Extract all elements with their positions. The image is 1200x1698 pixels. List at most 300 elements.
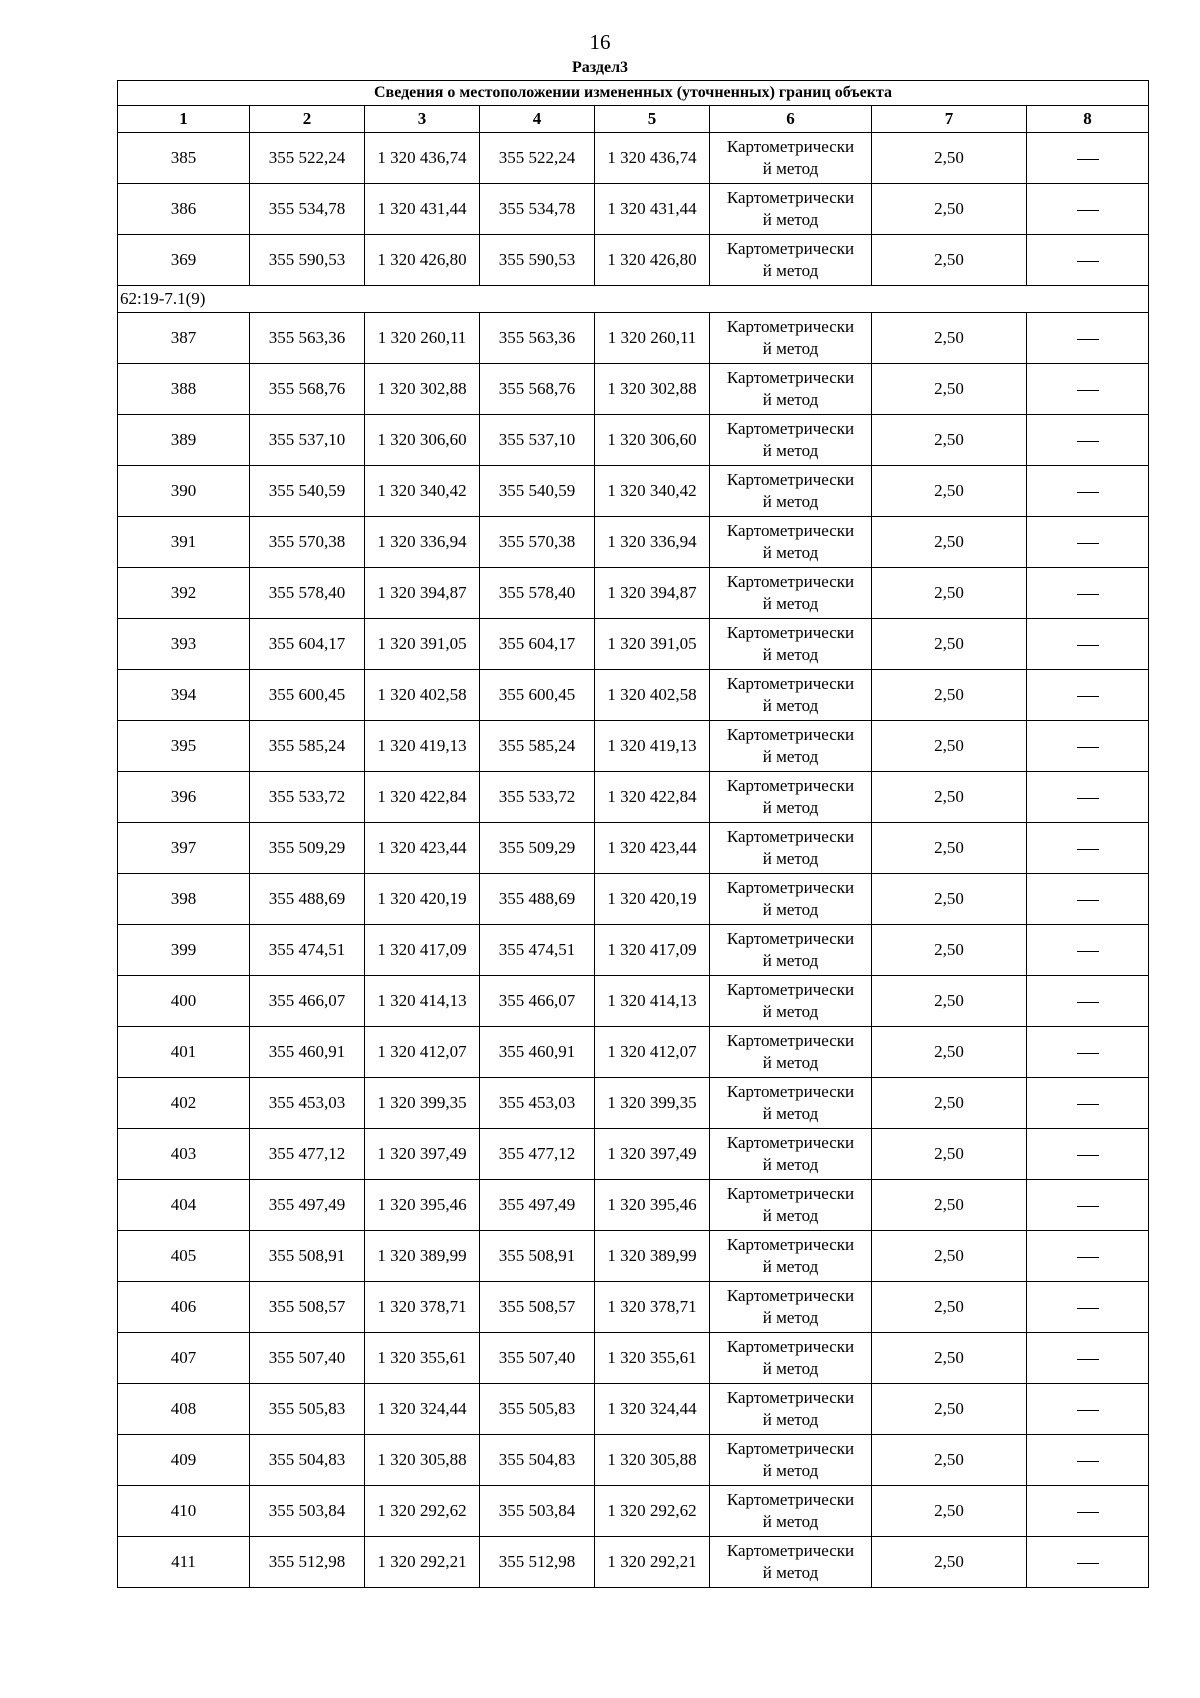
y-existing-cell: 1 320 395,46: [365, 1180, 480, 1231]
dash-mark: [1077, 645, 1099, 646]
point-number-cell: 396: [118, 772, 250, 823]
dash-mark: [1077, 849, 1099, 850]
accuracy-cell: 2,50: [872, 772, 1027, 823]
method-text-line1: Картометрически: [726, 470, 855, 489]
y-new-cell: 1 320 414,13: [595, 976, 710, 1027]
method-text-line1: Картометрически: [726, 827, 855, 846]
dash-mark: [1077, 747, 1099, 748]
y-new-cell: 1 320 419,13: [595, 721, 710, 772]
point-number-cell: 387: [118, 313, 250, 364]
accuracy-cell: 2,50: [872, 235, 1027, 286]
method-text-line1: Картометрически: [726, 188, 855, 207]
dash-mark: [1077, 1410, 1099, 1411]
point-number-cell: 411: [118, 1537, 250, 1588]
coordinates-table: [117, 80, 1149, 1588]
description-cell: [1027, 235, 1149, 286]
table-body: [118, 133, 1149, 1588]
method-cell: [710, 1537, 872, 1588]
accuracy-cell: 2,50: [872, 925, 1027, 976]
method-cell: [710, 313, 872, 364]
dash-mark: [1077, 1563, 1099, 1564]
point-number-cell: 390: [118, 466, 250, 517]
method-cell: [710, 1231, 872, 1282]
y-existing-cell: 1 320 324,44: [365, 1384, 480, 1435]
point-number-cell: 389: [118, 415, 250, 466]
method-cell: [710, 517, 872, 568]
accuracy-cell: 2,50: [872, 670, 1027, 721]
method-cell: [710, 670, 872, 721]
method-text-line1: Картометрически: [726, 1439, 855, 1458]
point-number-cell: 408: [118, 1384, 250, 1435]
method-text-line2: й метод: [762, 543, 819, 562]
accuracy-cell: 2,50: [872, 568, 1027, 619]
description-cell: [1027, 133, 1149, 184]
dash-mark: [1077, 900, 1099, 901]
method-cell: [710, 1435, 872, 1486]
accuracy-cell: 2,50: [872, 133, 1027, 184]
y-new-cell: 1 320 397,49: [595, 1129, 710, 1180]
description-cell: [1027, 1486, 1149, 1537]
method-cell: [710, 1180, 872, 1231]
method-text-line1: Картометрически: [726, 878, 855, 897]
method-cell: [710, 925, 872, 976]
method-text-line1: Картометрически: [726, 1388, 855, 1407]
y-new-cell: 1 320 412,07: [595, 1027, 710, 1078]
y-new-cell: 1 320 324,44: [595, 1384, 710, 1435]
method-text-line2: й метод: [762, 1104, 819, 1123]
table-row: [118, 1282, 1149, 1333]
point-number-cell: 393: [118, 619, 250, 670]
column-header: 5: [595, 106, 710, 133]
x-existing-cell: 355 505,83: [250, 1384, 365, 1435]
description-cell: [1027, 1180, 1149, 1231]
description-cell: [1027, 1282, 1149, 1333]
y-new-cell: 1 320 436,74: [595, 133, 710, 184]
accuracy-cell: 2,50: [872, 517, 1027, 568]
table-row: [118, 235, 1149, 286]
method-text-line2: й метод: [762, 1410, 819, 1429]
x-new-cell: 355 453,03: [480, 1078, 595, 1129]
table-row: [118, 364, 1149, 415]
method-text-line1: Картометрически: [726, 317, 855, 336]
y-new-cell: 1 320 422,84: [595, 772, 710, 823]
method-text-line1: Картометрически: [726, 1133, 855, 1152]
method-text-line2: й метод: [762, 645, 819, 664]
point-number-cell: 410: [118, 1486, 250, 1537]
y-existing-cell: 1 320 292,62: [365, 1486, 480, 1537]
method-text-line2: й метод: [762, 159, 819, 178]
x-existing-cell: 355 509,29: [250, 823, 365, 874]
x-existing-cell: 355 504,83: [250, 1435, 365, 1486]
y-new-cell: 1 320 394,87: [595, 568, 710, 619]
point-number-cell: 400: [118, 976, 250, 1027]
x-existing-cell: 355 540,59: [250, 466, 365, 517]
accuracy-cell: 2,50: [872, 364, 1027, 415]
dash-mark: [1077, 441, 1099, 442]
table-row: [118, 721, 1149, 772]
x-existing-cell: 355 563,36: [250, 313, 365, 364]
dash-mark: [1077, 1053, 1099, 1054]
dash-mark: [1077, 1155, 1099, 1156]
description-cell: [1027, 184, 1149, 235]
accuracy-cell: 2,50: [872, 1486, 1027, 1537]
point-number-cell: 369: [118, 235, 250, 286]
x-new-cell: 355 503,84: [480, 1486, 595, 1537]
dash-mark: [1077, 1308, 1099, 1309]
x-existing-cell: 355 466,07: [250, 976, 365, 1027]
x-new-cell: 355 507,40: [480, 1333, 595, 1384]
dash-mark: [1077, 339, 1099, 340]
accuracy-cell: 2,50: [872, 1282, 1027, 1333]
method-text-line2: й метод: [762, 1206, 819, 1225]
x-existing-cell: 355 570,38: [250, 517, 365, 568]
x-new-cell: 355 590,53: [480, 235, 595, 286]
point-number-cell: 391: [118, 517, 250, 568]
x-new-cell: 355 477,12: [480, 1129, 595, 1180]
x-existing-cell: 355 477,12: [250, 1129, 365, 1180]
x-new-cell: 355 563,36: [480, 313, 595, 364]
x-new-cell: 355 534,78: [480, 184, 595, 235]
dash-mark: [1077, 1359, 1099, 1360]
x-new-cell: 355 570,38: [480, 517, 595, 568]
y-existing-cell: 1 320 302,88: [365, 364, 480, 415]
method-text-line2: й метод: [762, 747, 819, 766]
description-cell: [1027, 925, 1149, 976]
dash-mark: [1077, 951, 1099, 952]
y-existing-cell: 1 320 305,88: [365, 1435, 480, 1486]
table-row: [118, 1129, 1149, 1180]
y-new-cell: 1 320 260,11: [595, 313, 710, 364]
dash-mark: [1077, 1257, 1099, 1258]
method-text-line2: й метод: [762, 210, 819, 229]
table-row: [118, 1333, 1149, 1384]
method-text-line1: Картометрически: [726, 1490, 855, 1509]
method-cell: [710, 619, 872, 670]
table-row: [118, 823, 1149, 874]
column-header: 6: [710, 106, 872, 133]
description-cell: [1027, 1078, 1149, 1129]
point-number-cell: 403: [118, 1129, 250, 1180]
x-existing-cell: 355 578,40: [250, 568, 365, 619]
description-cell: [1027, 568, 1149, 619]
accuracy-cell: 2,50: [872, 1333, 1027, 1384]
method-cell: [710, 466, 872, 517]
table-row: [118, 1435, 1149, 1486]
x-new-cell: 355 585,24: [480, 721, 595, 772]
accuracy-cell: 2,50: [872, 313, 1027, 364]
dash-mark: [1077, 594, 1099, 595]
table-row: [118, 133, 1149, 184]
x-existing-cell: 355 537,10: [250, 415, 365, 466]
y-existing-cell: 1 320 306,60: [365, 415, 480, 466]
y-existing-cell: 1 320 419,13: [365, 721, 480, 772]
accuracy-cell: 2,50: [872, 976, 1027, 1027]
dash-mark: [1077, 159, 1099, 160]
accuracy-cell: 2,50: [872, 1537, 1027, 1588]
x-new-cell: 355 488,69: [480, 874, 595, 925]
method-cell: [710, 235, 872, 286]
method-text-line2: й метод: [762, 594, 819, 613]
method-cell: [710, 721, 872, 772]
point-number-cell: 406: [118, 1282, 250, 1333]
method-cell: [710, 1078, 872, 1129]
column-number-row: [118, 106, 1149, 133]
method-text-line2: й метод: [762, 951, 819, 970]
method-text-line2: й метод: [762, 696, 819, 715]
description-cell: [1027, 517, 1149, 568]
x-existing-cell: 355 453,03: [250, 1078, 365, 1129]
y-new-cell: 1 320 305,88: [595, 1435, 710, 1486]
y-existing-cell: 1 320 355,61: [365, 1333, 480, 1384]
y-new-cell: 1 320 378,71: [595, 1282, 710, 1333]
y-existing-cell: 1 320 423,44: [365, 823, 480, 874]
point-number-cell: 395: [118, 721, 250, 772]
table-caption: Сведения о местоположении измененных (уточненных) границ объекта: [118, 81, 1149, 106]
y-existing-cell: 1 320 397,49: [365, 1129, 480, 1180]
x-existing-cell: 355 474,51: [250, 925, 365, 976]
description-cell: [1027, 466, 1149, 517]
y-new-cell: 1 320 355,61: [595, 1333, 710, 1384]
x-new-cell: 355 497,49: [480, 1180, 595, 1231]
point-number-cell: 386: [118, 184, 250, 235]
method-text-line2: й метод: [762, 492, 819, 511]
y-existing-cell: 1 320 431,44: [365, 184, 480, 235]
y-existing-cell: 1 320 436,74: [365, 133, 480, 184]
accuracy-cell: 2,50: [872, 1435, 1027, 1486]
x-new-cell: 355 540,59: [480, 466, 595, 517]
method-text-line1: Картометрически: [726, 419, 855, 438]
y-new-cell: 1 320 292,21: [595, 1537, 710, 1588]
y-existing-cell: 1 320 399,35: [365, 1078, 480, 1129]
y-existing-cell: 1 320 420,19: [365, 874, 480, 925]
method-text-line1: Картометрически: [726, 776, 855, 795]
description-cell: [1027, 1384, 1149, 1435]
x-new-cell: 355 460,91: [480, 1027, 595, 1078]
point-number-cell: 407: [118, 1333, 250, 1384]
x-new-cell: 355 600,45: [480, 670, 595, 721]
dash-mark: [1077, 1206, 1099, 1207]
y-new-cell: 1 320 431,44: [595, 184, 710, 235]
y-existing-cell: 1 320 292,21: [365, 1537, 480, 1588]
x-new-cell: 355 568,76: [480, 364, 595, 415]
x-existing-cell: 355 508,91: [250, 1231, 365, 1282]
column-header: 3: [365, 106, 480, 133]
method-text-line2: й метод: [762, 1359, 819, 1378]
x-existing-cell: 355 460,91: [250, 1027, 365, 1078]
table-row: [118, 466, 1149, 517]
method-text-line2: й метод: [762, 849, 819, 868]
method-text-line1: Картометрически: [726, 1031, 855, 1050]
x-new-cell: 355 505,83: [480, 1384, 595, 1435]
y-new-cell: 1 320 302,88: [595, 364, 710, 415]
accuracy-cell: 2,50: [872, 415, 1027, 466]
point-number-cell: 388: [118, 364, 250, 415]
y-existing-cell: 1 320 417,09: [365, 925, 480, 976]
method-text-line1: Картометрически: [726, 1541, 855, 1560]
table-row: [118, 772, 1149, 823]
method-text-line2: й метод: [762, 1512, 819, 1531]
point-number-cell: 392: [118, 568, 250, 619]
table-row: [118, 1384, 1149, 1435]
x-existing-cell: 355 534,78: [250, 184, 365, 235]
y-new-cell: 1 320 340,42: [595, 466, 710, 517]
description-cell: [1027, 313, 1149, 364]
method-text-line2: й метод: [762, 1563, 819, 1582]
accuracy-cell: 2,50: [872, 619, 1027, 670]
method-text-line1: Картометрически: [726, 368, 855, 387]
method-cell: [710, 415, 872, 466]
x-existing-cell: 355 600,45: [250, 670, 365, 721]
method-text-line1: Картометрически: [726, 725, 855, 744]
y-existing-cell: 1 320 389,99: [365, 1231, 480, 1282]
point-number-cell: 398: [118, 874, 250, 925]
dash-mark: [1077, 1002, 1099, 1003]
section-title: Раздел3: [571, 59, 629, 76]
method-text-line2: й метод: [762, 390, 819, 409]
method-cell: [710, 133, 872, 184]
x-existing-cell: 355 503,84: [250, 1486, 365, 1537]
table-row: [118, 1231, 1149, 1282]
method-text-line2: й метод: [762, 339, 819, 358]
method-text-line1: Картометрически: [726, 1082, 855, 1101]
point-number-cell: 409: [118, 1435, 250, 1486]
group-row: [118, 286, 1149, 313]
y-new-cell: 1 320 417,09: [595, 925, 710, 976]
y-new-cell: 1 320 420,19: [595, 874, 710, 925]
method-text-line2: й метод: [762, 1308, 819, 1327]
table-row: [118, 619, 1149, 670]
point-number-cell: 402: [118, 1078, 250, 1129]
dash-mark: [1077, 1512, 1099, 1513]
description-cell: [1027, 364, 1149, 415]
table-row: [118, 184, 1149, 235]
x-new-cell: 355 604,17: [480, 619, 595, 670]
x-existing-cell: 355 533,72: [250, 772, 365, 823]
description-cell: [1027, 1027, 1149, 1078]
method-cell: [710, 1027, 872, 1078]
x-new-cell: 355 537,10: [480, 415, 595, 466]
table-row: [118, 313, 1149, 364]
method-text-line1: Картометрически: [726, 1184, 855, 1203]
table-caption-row: [118, 81, 1149, 106]
description-cell: [1027, 721, 1149, 772]
point-number-cell: 399: [118, 925, 250, 976]
description-cell: [1027, 823, 1149, 874]
dash-mark: [1077, 261, 1099, 262]
method-cell: [710, 364, 872, 415]
y-existing-cell: 1 320 340,42: [365, 466, 480, 517]
method-cell: [710, 184, 872, 235]
accuracy-cell: 2,50: [872, 1129, 1027, 1180]
method-text-line2: й метод: [762, 441, 819, 460]
x-existing-cell: 355 604,17: [250, 619, 365, 670]
page-number: 16: [589, 30, 611, 54]
method-text-line1: Картометрически: [726, 1235, 855, 1254]
description-cell: [1027, 976, 1149, 1027]
column-header: 4: [480, 106, 595, 133]
point-number-cell: 405: [118, 1231, 250, 1282]
point-number-cell: 394: [118, 670, 250, 721]
x-new-cell: 355 466,07: [480, 976, 595, 1027]
method-text-line1: Картометрически: [726, 1286, 855, 1305]
table-row: [118, 976, 1149, 1027]
table-row: [118, 670, 1149, 721]
method-text-line1: Картометрически: [726, 623, 855, 642]
x-new-cell: 355 512,98: [480, 1537, 595, 1588]
dash-mark: [1077, 696, 1099, 697]
x-existing-cell: 355 488,69: [250, 874, 365, 925]
table-row: [118, 925, 1149, 976]
description-cell: [1027, 874, 1149, 925]
description-cell: [1027, 772, 1149, 823]
method-text-line1: Картометрически: [726, 239, 855, 258]
x-new-cell: 355 508,91: [480, 1231, 595, 1282]
column-header: 2: [250, 106, 365, 133]
method-cell: [710, 976, 872, 1027]
dash-mark: [1077, 390, 1099, 391]
table-row: [118, 1027, 1149, 1078]
accuracy-cell: 2,50: [872, 721, 1027, 772]
method-text-line1: Картометрически: [726, 572, 855, 591]
method-cell: [710, 1384, 872, 1435]
y-new-cell: 1 320 391,05: [595, 619, 710, 670]
method-text-line2: й метод: [762, 1155, 819, 1174]
method-cell: [710, 772, 872, 823]
x-new-cell: 355 509,29: [480, 823, 595, 874]
accuracy-cell: 2,50: [872, 1180, 1027, 1231]
accuracy-cell: 2,50: [872, 874, 1027, 925]
dash-mark: [1077, 798, 1099, 799]
method-cell: [710, 1129, 872, 1180]
y-new-cell: 1 320 402,58: [595, 670, 710, 721]
y-new-cell: 1 320 423,44: [595, 823, 710, 874]
y-new-cell: 1 320 399,35: [595, 1078, 710, 1129]
description-cell: [1027, 1129, 1149, 1180]
dash-mark: [1077, 210, 1099, 211]
description-cell: [1027, 619, 1149, 670]
dash-mark: [1077, 1104, 1099, 1105]
x-existing-cell: 355 497,49: [250, 1180, 365, 1231]
y-new-cell: 1 320 292,62: [595, 1486, 710, 1537]
description-cell: [1027, 670, 1149, 721]
accuracy-cell: 2,50: [872, 1231, 1027, 1282]
table-row: [118, 1180, 1149, 1231]
column-header: 8: [1027, 106, 1149, 133]
x-new-cell: 355 508,57: [480, 1282, 595, 1333]
method-text-line1: Картометрически: [726, 674, 855, 693]
x-existing-cell: 355 568,76: [250, 364, 365, 415]
accuracy-cell: 2,50: [872, 184, 1027, 235]
y-new-cell: 1 320 336,94: [595, 517, 710, 568]
x-existing-cell: 355 585,24: [250, 721, 365, 772]
accuracy-cell: 2,50: [872, 466, 1027, 517]
x-existing-cell: 355 512,98: [250, 1537, 365, 1588]
y-existing-cell: 1 320 378,71: [365, 1282, 480, 1333]
accuracy-cell: 2,50: [872, 1078, 1027, 1129]
method-cell: [710, 823, 872, 874]
description-cell: [1027, 1231, 1149, 1282]
method-text-line1: Картометрически: [726, 521, 855, 540]
y-existing-cell: 1 320 402,58: [365, 670, 480, 721]
x-existing-cell: 355 590,53: [250, 235, 365, 286]
y-existing-cell: 1 320 336,94: [365, 517, 480, 568]
description-cell: [1027, 1537, 1149, 1588]
y-existing-cell: 1 320 412,07: [365, 1027, 480, 1078]
point-number-cell: 397: [118, 823, 250, 874]
x-existing-cell: 355 508,57: [250, 1282, 365, 1333]
table-row: [118, 1078, 1149, 1129]
method-text-line1: Картометрически: [726, 980, 855, 999]
